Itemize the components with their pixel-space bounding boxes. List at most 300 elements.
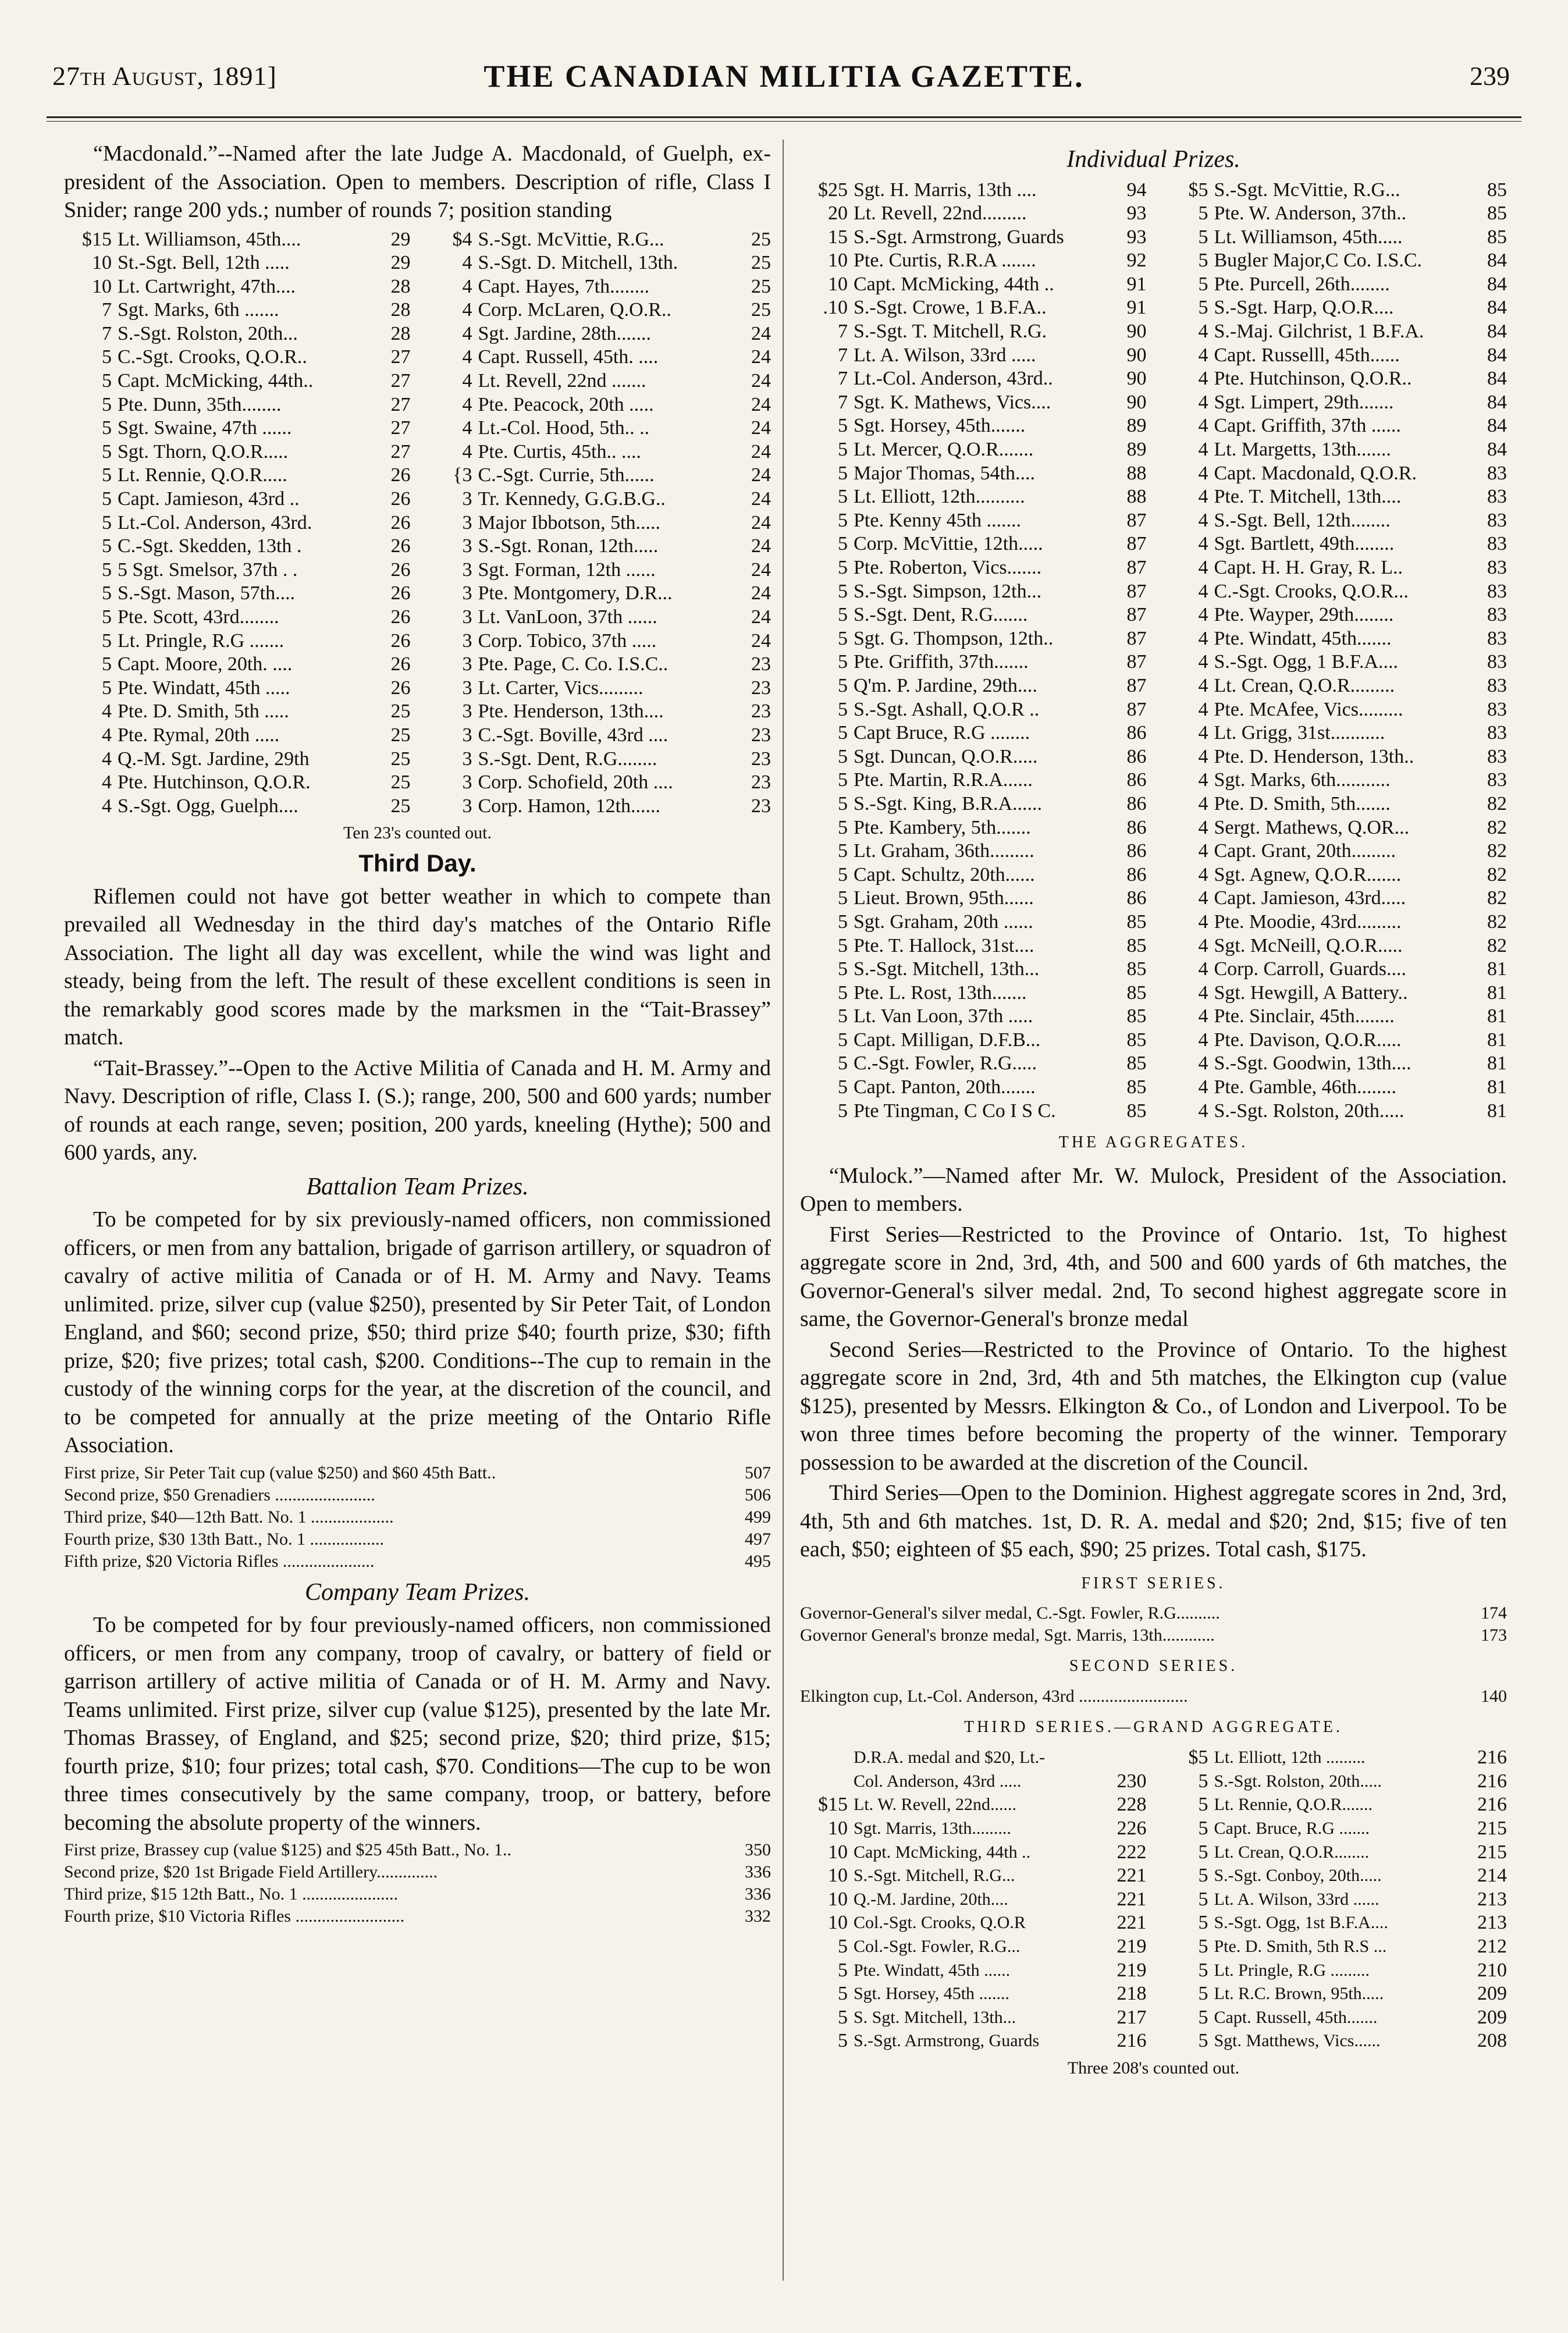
prize-amount: 4 [1198,391,1208,413]
score-value: 82 [1487,934,1507,956]
prize-amount: 5 [838,1076,848,1098]
score-value: 83 [1487,627,1507,649]
score-value: 85 [1126,981,1147,1004]
left-column [64,140,771,2292]
score-value: 87 [1126,509,1147,531]
score-row [800,438,1147,462]
score-value: 86 [1126,887,1147,909]
score-row [800,249,1147,273]
competitor-name: Pte. Windatt, 45th ...... [854,1960,1011,1980]
score-row [800,816,1147,840]
prize-amount: 5 [102,653,112,675]
score-row [800,698,1147,722]
competitor-name: C.-Sgt. Crooks, Q.O.R... [1214,580,1409,602]
score-value: 86 [1126,792,1147,815]
prize-amount: 5 [102,630,112,652]
score-row [1161,532,1507,556]
score-value: 87 [1126,533,1147,555]
competitor-name: Pte. Curtis, 45th.. .... [478,440,642,463]
competitor-name: Pte. Purcell, 26th........ [1214,273,1390,295]
score-value: 82 [1487,863,1507,885]
result-score: 507 [745,1463,771,1482]
prize-amount: 5 [102,440,112,463]
prize-amount: 5 [102,346,112,368]
prize-amount: 5 [838,2030,848,2052]
prize-amount: 5 [838,580,848,602]
prize-amount: 4 [1198,604,1208,626]
score-row [1161,580,1507,604]
score-row [64,653,411,677]
score-value: 84 [1487,439,1507,461]
score-value: 228 [1117,1794,1147,1816]
score-value: 84 [1487,250,1507,272]
individual-prizes-heading: Individual Prizes. [1066,146,1240,173]
prize-amount: 5 [102,606,112,628]
prize-amount: 7 [102,299,112,321]
score-value: 85 [1126,1029,1147,1051]
score-value: 82 [1487,792,1507,815]
score-row [800,1076,1147,1100]
competitor-name: Capt. Jamieson, 43rd .. [118,488,300,510]
score-value: 90 [1126,344,1147,366]
score-row [1161,1841,1507,1865]
prize-amount: 5 [102,559,112,581]
prize-amount: 5 [838,1100,848,1122]
competitor-name: S.-Sgt. Ashall, Q.O.R .. [854,698,1040,720]
competitor-name: Pte. Gamble, 46th........ [1214,1076,1397,1098]
prize-amount: 10 [828,273,848,295]
score-row [1161,1864,1507,1888]
competitor-name: S.-Sgt. King, B.R.A...... [854,792,1042,815]
score-value: 83 [1487,557,1507,578]
score-value: 27 [390,440,411,463]
score-value: 26 [390,653,411,675]
score-value: 85 [1126,1052,1147,1075]
prize-amount: {3 [453,464,472,486]
competitor-name: Sgt. Swaine, 47th ...... [118,417,292,439]
score-value: 87 [1126,651,1147,673]
header-rule-thin [47,121,1521,122]
column-divider [783,140,784,2281]
score-row [800,1935,1147,1959]
score-value: 23 [751,748,771,770]
competitor-name: Pte. Wayper, 29th........ [1214,604,1394,626]
mulock-text: “Mulock.”—Named after Mr. W. Mulock, President of the Association. Open to members. [800,1163,1507,1217]
score-value: 83 [1487,462,1507,484]
score-row [425,724,771,748]
competitor-name: Major Thomas, 54th.... [854,462,1035,484]
prize-amount: 4 [462,299,472,321]
score-row [800,1982,1147,2006]
prize-amount: 7 [838,344,848,366]
score-row [1161,698,1507,722]
competitor-name: Lt. Rennie, Q.O.R....... [1214,1795,1373,1815]
competitor-name: Sgt. Marks, 6th ....... [118,299,279,321]
competitor-name: Lt. Grigg, 31st........... [1214,722,1385,744]
score-value: 25 [390,771,411,794]
score-value: 90 [1126,321,1147,343]
score-row [800,556,1147,580]
competitor-name: S.-Maj. Gilchrist, 1 B.F.A. [1214,321,1424,343]
competitor-name: D.R.A. medal and $20, Lt.- [854,1748,1046,1767]
score-value: 87 [1126,604,1147,626]
competitor-name: Lt. Mercer, Q.O.R....... [854,439,1034,461]
score-value: 81 [1487,1029,1507,1051]
result-description: Third prize, $40—12th Batt. No. 1 ................... [64,1507,394,1527]
competitor-name: Capt. Schultz, 20th...... [854,863,1035,885]
score-row [1161,721,1507,745]
result-description: Fourth prize, $10 Victoria Rifles ......................... [64,1907,405,1926]
competitor-name: Sgt. Agnew, Q.O.R....... [1214,863,1402,885]
score-value: 84 [1487,273,1507,295]
prize-amount: 4 [462,252,472,274]
score-row [1161,840,1507,863]
score-row [800,2029,1147,2053]
prize-amount: 20 [828,202,848,225]
prize-amount: 5 [1198,1959,1208,1981]
prize-amount: 5 [1198,1912,1208,1934]
score-value: 87 [1126,698,1147,720]
competitor-name: S.-Sgt. Armstrong, Guards [854,226,1064,248]
score-value: 82 [1487,816,1507,838]
result-row [64,1484,771,1506]
competitor-name: Pte. Kenny 45th ....... [854,509,1022,531]
score-value: 25 [390,724,411,746]
score-value: 90 [1126,391,1147,413]
competitor-name: Lt.-Col. Anderson, 43rd.. [854,368,1053,390]
score-row [800,627,1147,651]
score-value: 216 [1477,1770,1507,1792]
grand-aggregate-col-b [1161,1746,1507,2053]
prize-amount: 4 [462,440,472,463]
score-value: 23 [751,677,771,699]
competitor-name: Sgt. Bartlett, 49th........ [1214,533,1395,555]
competitor-name: Sgt. K. Mathews, Vics.... [854,391,1051,413]
score-value [1105,1746,1147,1770]
score-row [425,464,771,488]
competitor-name: Pte Tingman, C Co I S C. [854,1100,1056,1122]
prize-amount: 10 [92,252,112,274]
score-row [800,202,1147,226]
score-value: 222 [1117,1841,1147,1863]
second-series-text: Second Series—Restricted to the Province of Ontario. To the highest aggregate score in 2nd, 3rd, 4th and 5th matches, the Elkington cup (value $125), presented by Messrs. Elkington & Co., of London and Liverpool. To be won three times before becoming the property of the winner. Temporary possession to be awarded at the discretion of the Council. [800,1337,1507,1475]
macdonald-scores-col-a [64,228,411,819]
score-row [425,440,771,464]
score-row [425,700,771,724]
score-value: 86 [1126,722,1147,744]
score-row [800,769,1147,792]
competitor-name: S.-Sgt. Rolston, 20th..... [1214,1100,1405,1122]
score-row [1161,367,1507,391]
competitor-name: C.-Sgt. Crooks, Q.O.R.. [118,346,307,368]
prize-amount: 10 [828,1912,848,1934]
third-day-text: Riflemen could not have got better weather in which to compete than prevailed all Wednesday in the third day's matches of the Ontario Rifle Association. The light all day was excellent, while the wind was light and steady, being from the left. The result of these excellent conditions is seen in the remarkably good scores made by the marksmen in the “Tait-Brassey” match. [64,884,771,1050]
prize-amount: 5 [1198,1865,1208,1887]
score-value: 28 [390,275,411,297]
score-value: 85 [1487,179,1507,201]
score-value: 26 [390,535,411,557]
score-value: 226 [1117,1818,1147,1840]
macdonald-match-intro: “Macdonald.”--Named after the late Judge A. Macdonald, of Guelph, ex-president of the Association. Open to members. Description of rifle, Class I Snider; range 200 yds.; number of rounds 7; position standing [64,141,771,222]
score-row [64,275,411,299]
result-description: Elkington cup, Lt.-Col. Anderson, 43rd ......................... [800,1686,1188,1706]
competitor-name: S.-Sgt. Ogg, Guelph.... [118,795,298,817]
score-value: 25 [751,275,771,297]
score-row [64,298,411,322]
ten-23s-note: Ten 23's counted out. [343,823,492,843]
score-row [800,745,1147,769]
score-value: 25 [390,795,411,817]
prize-amount: 4 [462,346,472,368]
competitor-name: St.-Sgt. Bell, 12th ..... [118,252,290,274]
competitor-name: Q'm. P. Jardine, 29th.... [854,674,1037,696]
score-value: 83 [1487,722,1507,744]
score-row [800,391,1147,415]
prize-amount: 5 [838,486,848,508]
prize-amount: 5 [102,393,112,415]
prize-amount: 7 [838,368,848,390]
score-row [800,344,1147,368]
competitor-name: Pte. T. Mitchell, 13th.... [1214,486,1402,508]
competitor-name: S.-Sgt. Goodwin, 13th.... [1214,1052,1411,1075]
prize-amount: 3 [462,630,472,652]
prize-amount: 4 [1198,840,1208,862]
competitor-name: S.-Sgt. McVittie, R.G... [478,228,664,250]
score-value: 27 [390,370,411,392]
prize-amount [800,1770,854,1794]
score-value: 83 [1487,580,1507,602]
prize-amount: 5 [1198,1818,1208,1840]
score-row [1161,1982,1507,2006]
score-row [800,721,1147,745]
prize-amount: 15 [828,226,848,248]
prize-amount: 4 [1198,745,1208,767]
prize-amount: 5 [838,840,848,862]
score-value: 81 [1487,1076,1507,1098]
score-row [64,346,411,369]
prize-amount: $15 [818,1794,848,1816]
prize-amount: 4 [102,724,112,746]
competitor-name: Capt. Moore, 20th. .... [118,653,293,675]
competitor-name: Capt. Russell, 45th....... [1214,2007,1378,2027]
result-row [800,1685,1507,1708]
score-value: 25 [751,299,771,321]
result-description: Fifth prize, $20 Victoria Rifles ..................... [64,1551,375,1571]
macdonald-scores-col-b [425,228,771,819]
prize-amount: 5 [838,415,848,437]
score-row [1161,674,1507,698]
score-value: 214 [1477,1865,1507,1887]
competitor-name: Capt. Macdonald, Q.O.R. [1214,462,1417,484]
company-team-heading: Company Team Prizes. [305,1578,530,1606]
competitor-name: S.-Sgt. Harp, Q.O.R.... [1214,297,1394,319]
score-row [1161,816,1507,840]
score-value: 81 [1487,981,1507,1004]
score-row [425,417,771,440]
score-row [1161,769,1507,792]
score-row [425,346,771,369]
score-value: 208 [1477,2030,1507,2052]
score-value: 29 [390,228,411,250]
score-value: 24 [751,582,771,604]
score-row [425,559,771,582]
prize-amount: 5 [838,533,848,555]
competitor-name: Pte. Scott, 43rd........ [118,606,279,628]
score-value: 24 [751,630,771,652]
score-row [1161,249,1507,273]
header-rule [47,116,1521,118]
competitor-name: Capt. McMicking, 44th.. [118,370,314,392]
competitor-name: S.-Sgt. Mason, 57th.... [118,582,296,604]
score-value: 83 [1487,651,1507,673]
score-row [1161,911,1507,934]
score-row [1161,1817,1507,1841]
score-row [425,488,771,511]
score-value: 81 [1487,1052,1507,1075]
grand-aggregate-col-a [800,1746,1147,2053]
result-description: First prize, Brassey cup (value $125) and $25 45th Batt., No. 1.. [64,1840,512,1860]
score-row [1161,438,1507,462]
score-row [1161,981,1507,1005]
result-row [64,1905,771,1927]
prize-amount: 3 [462,606,472,628]
prize-amount: 5 [838,674,848,696]
score-row [64,535,411,559]
prize-amount: 5 [1198,2006,1208,2028]
score-row [1161,627,1507,651]
score-value: 90 [1126,368,1147,390]
prize-amount: 5 [1198,250,1208,272]
prize-amount: 5 [1198,202,1208,225]
score-row [64,771,411,795]
prize-amount: $4 [452,228,472,250]
prize-amount: 5 [838,722,848,744]
score-row [64,417,411,440]
score-value: 85 [1126,958,1147,980]
prize-amount: 3 [462,795,472,817]
tait-brassey-text: “Tait-Brassey.”--Open to the Active Militia of Canada and H. M. Army and Navy. Description of rifle, Class I. (S.); range, 200, 500 and 600 yards; number of rounds at each range, seven; position, 200 yards, kneeling (Hythe); 500 and 600 yards, any. [64,1055,771,1165]
result-score: 336 [745,1862,771,1882]
competitor-name: Pte. Hutchinson, Q.O.R. [118,771,311,794]
prize-amount: 5 [838,604,848,626]
competitor-name: Capt. Milligan, D.F.B... [854,1029,1041,1051]
score-value: 221 [1117,1888,1147,1910]
score-value: 84 [1487,297,1507,319]
score-row [64,251,411,275]
result-score: 495 [745,1551,771,1571]
score-value: 24 [751,417,771,439]
competitor-name: Capt. Bruce, R.G ....... [1214,1819,1370,1838]
competitor-name: Pte. Sinclair, 45th........ [1214,1005,1395,1027]
prize-amount: 4 [1198,887,1208,909]
prize-amount: .10 [823,297,848,319]
issue-date: 27th August, 1891] [52,61,277,91]
prize-amount: 5 [838,911,848,933]
battalion-team-text: To be competed for by six previously-named officers, non commissioned officers, or men from any battalion, brigade of garrison artillery, or squadron of cavalry of active militia of Canada or of H. M. Army and Navy. Teams unlimited. prize, silver cup (value $250), presented by Sir Peter Tait, of London England, and $60; second prize, $50; third prize $40; fourth prize, $30; fifth prize, $20; five prizes; total cash, $200. Conditions--The cup to remain in the custody of the winning corps for the year, at the discretion of the council, and to be competed for annually at the prize meeting of the Ontario Rifle Association. [64,1207,771,1458]
score-value: 216 [1477,1794,1507,1816]
macdonald-scores [64,228,771,819]
score-value: 26 [390,677,411,699]
competitor-name: S.-Sgt. Dent, R.G........ [478,748,657,770]
competitor-name: Capt. Russell, 45th. .... [478,346,659,368]
individual-prizes-col-a [800,179,1147,1123]
score-value: 87 [1126,674,1147,696]
competitor-name: Sgt. Horsey, 45th....... [854,415,1026,437]
score-value: 24 [751,346,771,368]
prize-amount: 4 [1198,981,1208,1004]
prize-amount [800,1746,854,1770]
prize-amount: 10 [92,275,112,297]
score-row [1161,1005,1507,1029]
score-value: 27 [390,393,411,415]
competitor-name: Sgt. Horsey, 45th ....... [854,1984,1010,2004]
score-row [425,653,771,677]
score-row [800,603,1147,627]
score-row [64,369,411,393]
score-value: 24 [751,440,771,463]
company-team-text: To be competed for by four previously-named officers, non commissioned officers, or men from any company, troop of cavalry, or battery of field or garrison artillery of active militia of Canada or of H. M. Army and Navy. Teams unlimited. First prize, silver cup (value $125), presented by the late Mr. Thomas Brassey, of England, and $25; second prize, $20; third prize, $15; fourth prize, $10; four prizes; total cash, $70. Conditions—The cup to be won three times consecutively by the same company, troop, or battery, before becoming the absolute property of the winners. [64,1613,771,1835]
competitor-name: Sgt. McNeill, Q.O.R..... [1214,934,1403,956]
score-row [800,1841,1147,1865]
score-row [1161,792,1507,816]
third-day-heading: Third Day. [358,849,477,877]
competitor-name: Lt. Revell, 22nd......... [854,202,1027,225]
score-row [800,1770,1147,1794]
score-row [64,582,411,606]
score-row [425,369,771,393]
result-description: Second prize, $50 Grenadiers ....................... [64,1485,375,1505]
prize-amount: 3 [462,771,472,794]
aggregates-heading: THE AGGREGATES. [1058,1133,1249,1152]
score-row [800,580,1147,604]
result-description: First prize, Sir Peter Tait cup (value $250) and $60 45th Batt.. [64,1463,496,1482]
competitor-name: Lt.-Col. Anderson, 43rd. [118,511,312,534]
competitor-name: Sgt. Forman, 12th ...... [478,559,656,581]
score-row [800,863,1147,887]
competitor-name: Sgt. H. Marris, 13th .... [854,179,1037,201]
prize-amount: 4 [1198,698,1208,720]
competitor-name: Capt. Grant, 20th......... [1214,840,1396,862]
first-series-heading: FIRST SERIES. [1081,1574,1226,1592]
prize-amount: 5 [1198,1794,1208,1816]
prize-amount: 5 [838,557,848,578]
score-value: 93 [1126,226,1147,248]
result-score: 174 [1481,1603,1507,1623]
prize-amount: 4 [1198,321,1208,343]
score-value: 81 [1487,1100,1507,1122]
result-description: Second prize, $20 1st Brigade Field Artillery.............. [64,1862,438,1882]
competitor-name: Sgt. G. Thompson, 12th.. [854,627,1054,649]
prize-amount: 5 [838,792,848,815]
score-value: 24 [751,464,771,486]
competitor-name: Pte. Moodie, 43rd......... [1214,911,1402,933]
third-series-heading: THIRD SERIES.—GRAND AGGREGATE. [964,1717,1343,1736]
score-value: 29 [390,252,411,274]
first-series-results [800,1602,1507,1646]
score-value: 83 [1487,604,1507,626]
score-row [1161,226,1507,250]
score-value: 24 [751,606,771,628]
score-row [800,273,1147,297]
competitor-name: C.-Sgt. Fowler, R.G..... [854,1052,1037,1075]
score-row [1161,1935,1507,1959]
score-row [1161,603,1507,627]
prize-amount: 5 [838,627,848,649]
competitor-name: S. Sgt. Mitchell, 13th... [854,2007,1016,2027]
prize-amount: 5 [838,1005,848,1027]
competitor-name: Capt Bruce, R.G ........ [854,722,1030,744]
prize-amount: 4 [1198,769,1208,791]
